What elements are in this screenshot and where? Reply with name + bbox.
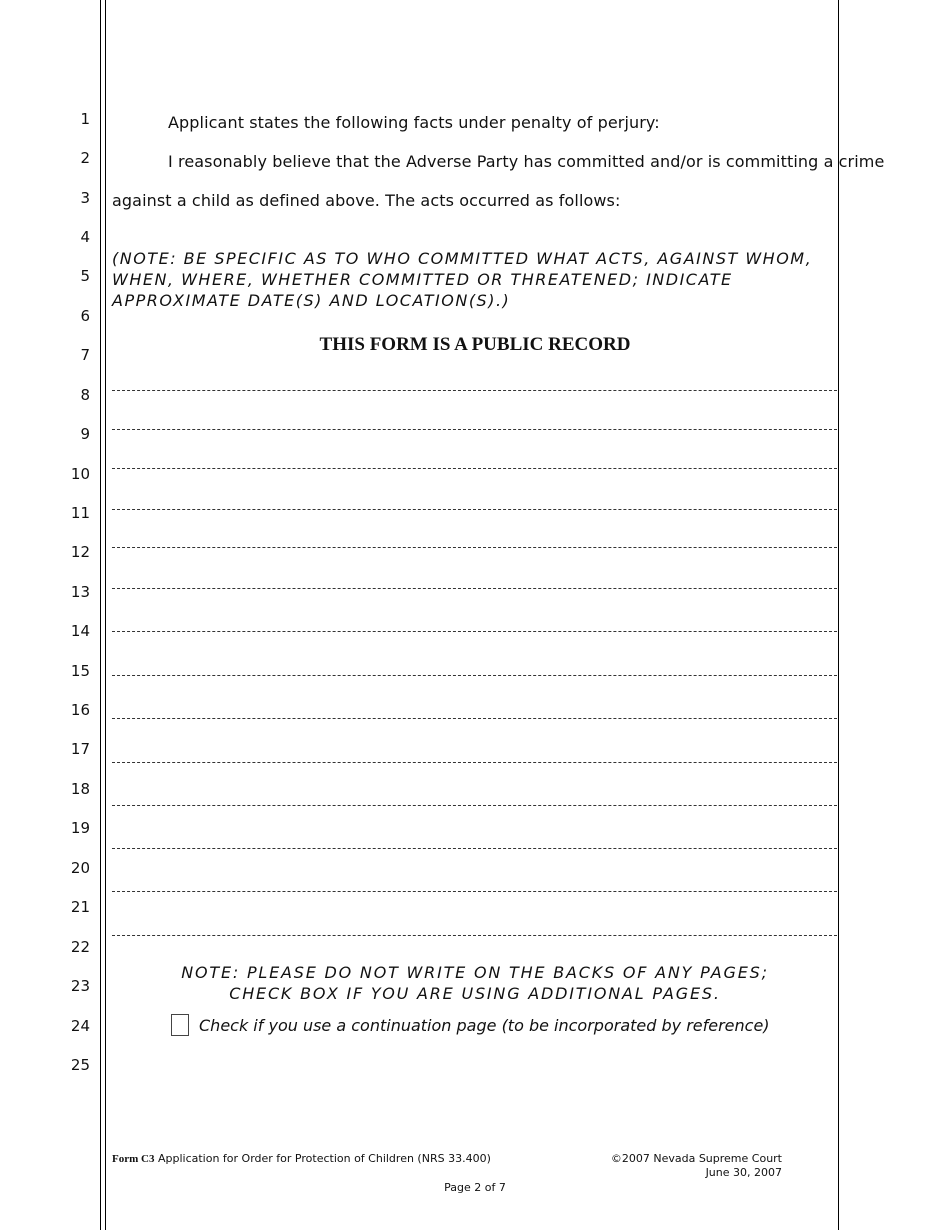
footer-copyright-block [560, 1152, 782, 1180]
specificity-note [112, 248, 812, 311]
line-number: 2 [80, 149, 90, 167]
continuation-checkbox[interactable] [171, 1014, 189, 1036]
left-margin-rule-outer [100, 0, 101, 1230]
answer-line[interactable] [112, 848, 837, 849]
line-number: 9 [80, 425, 90, 443]
answer-line[interactable] [112, 718, 837, 719]
answer-line[interactable] [112, 891, 837, 892]
line-number: 4 [80, 228, 90, 246]
line-number: 16 [70, 701, 90, 719]
public-record-title: THIS FORM IS A PUBLIC RECORD [319, 334, 631, 355]
line-number: 17 [70, 740, 90, 758]
note-line: WHEN, WHERE, WHETHER COMMITTED OR THREATENED; INDICATE [112, 270, 733, 289]
line-number: 12 [70, 543, 90, 561]
answer-line[interactable] [112, 805, 837, 806]
page-number: Page 2 of 7 [444, 1181, 506, 1194]
note-line: NOTE: PLEASE DO NOT WRITE ON THE BACKS OF ANY PAGES; [181, 963, 769, 982]
line-number: 5 [80, 267, 90, 285]
line-number: 22 [70, 938, 90, 956]
line-number: 15 [70, 662, 90, 680]
line-number: 23 [70, 977, 90, 995]
form-title: Application for Order for Protection of Children (NRS 33.400) [157, 1152, 491, 1165]
note-line: (NOTE: BE SPECIFIC AS TO WHO COMMITTED WHAT ACTS, AGAINST WHOM, [112, 249, 813, 268]
right-margin-rule [838, 0, 839, 1230]
note-line: APPROXIMATE DATE(S) AND LOCATION(S).) [112, 291, 511, 310]
line-number: 18 [70, 780, 90, 798]
additional-pages-note [112, 962, 838, 1004]
line-number: 6 [80, 307, 90, 325]
answer-line[interactable] [112, 547, 837, 548]
form-id: Form C3 [112, 1153, 155, 1165]
answer-line[interactable] [112, 468, 837, 469]
line-number: 1 [80, 110, 90, 128]
footer-form-info [112, 1152, 491, 1165]
line-number: 8 [80, 386, 90, 404]
line-number: 24 [70, 1017, 90, 1035]
perjury-statement: Applicant states the following facts under penalty of perjury: [168, 113, 660, 132]
line-number: 7 [80, 346, 90, 364]
line-number: 19 [70, 819, 90, 837]
copyright-text: ©2007 Nevada Supreme Court [610, 1152, 782, 1165]
line-number: 3 [80, 189, 90, 207]
answer-line[interactable] [112, 429, 837, 430]
belief-statement-line-1: I reasonably believe that the Adverse Party has committed and/or is committing a crime [168, 152, 885, 171]
answer-line[interactable] [112, 631, 837, 632]
line-number: 20 [70, 859, 90, 877]
line-number: 21 [70, 898, 90, 916]
line-number: 11 [70, 504, 90, 522]
answer-line[interactable] [112, 762, 837, 763]
continuation-label: Check if you use a continuation page (to be incorporated by reference) [199, 1015, 770, 1035]
left-margin-rule-inner [105, 0, 106, 1230]
line-number: 25 [70, 1056, 90, 1074]
line-number: 10 [70, 465, 90, 483]
line-number: 13 [70, 583, 90, 601]
belief-statement-line-2: against a child as defined above. The acts occurred as follows: [112, 191, 621, 210]
answer-line[interactable] [112, 588, 837, 589]
note-line: CHECK BOX IF YOU ARE USING ADDITIONAL PAGES. [229, 984, 721, 1003]
revision-date: June 30, 2007 [705, 1166, 782, 1179]
answer-line[interactable] [112, 675, 837, 676]
answer-line[interactable] [112, 935, 837, 936]
line-number: 14 [70, 622, 90, 640]
continuation-page-option[interactable] [171, 1014, 770, 1036]
answer-line[interactable] [112, 509, 837, 510]
answer-line[interactable] [112, 390, 837, 391]
